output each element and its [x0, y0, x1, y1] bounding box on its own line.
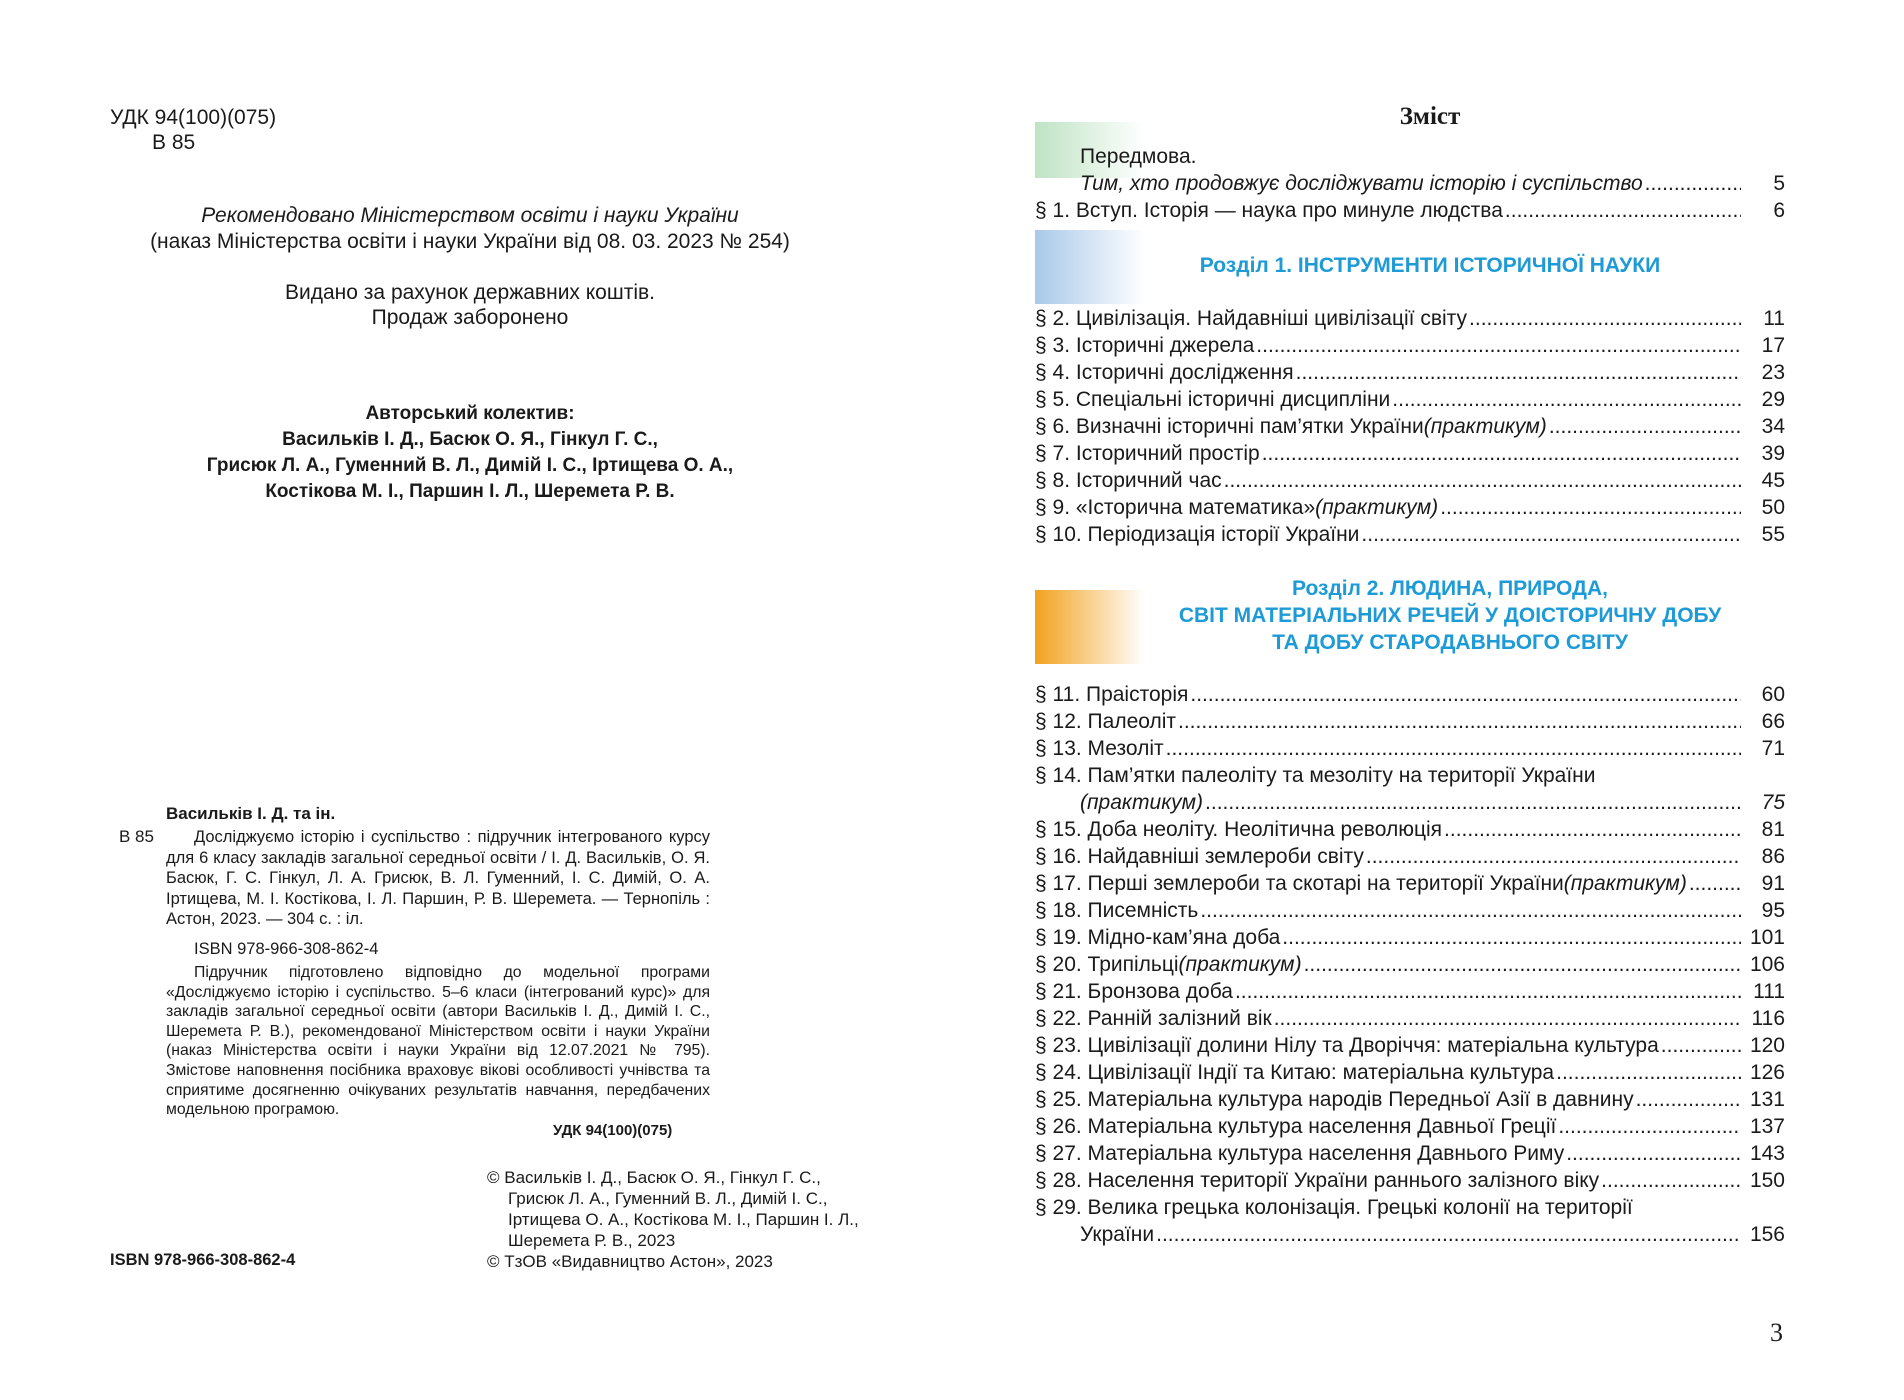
toc-item[interactable] — [1035, 197, 1785, 224]
toc-item-text: § 29. Велика грецька колонізація. Грецькі колонії на території — [1035, 1196, 1633, 1219]
toc-item-text: § 1. Вступ. Історія — наука про минуле людства — [1035, 199, 1503, 222]
toc-item-text: § 16. Найдавніші землероби світу — [1035, 845, 1364, 868]
toc-item-page: 71 — [1761, 737, 1785, 760]
toc-item-page: 91 — [1761, 872, 1785, 895]
toc-item[interactable] — [1035, 1005, 1785, 1032]
toc-item-text: § 21. Бронзова доба — [1035, 980, 1233, 1003]
toc-item-page: 101 — [1749, 926, 1785, 949]
isbn-bottom: ISBN 978-966-308-862-4 — [110, 1251, 296, 1269]
toc-item-page: 95 — [1761, 899, 1785, 922]
toc-item-page: 50 — [1761, 496, 1785, 519]
toc-item[interactable] — [1035, 951, 1785, 978]
sale-note: Продаж заборонено — [371, 306, 569, 329]
copyright-line: © ТзОВ «Видавництво Астон», 2023 — [487, 1252, 773, 1271]
toc-item-page: 5 — [1773, 172, 1785, 195]
toc-item-page: 106 — [1749, 953, 1785, 976]
toc-item-text: (практикум) — [1080, 791, 1204, 814]
toc-item-page: 45 — [1761, 469, 1785, 492]
toc-section1-list — [1035, 305, 1785, 548]
note-udk: УДК 94(100)(075) — [553, 1122, 673, 1139]
toc-item[interactable] — [1035, 143, 1785, 170]
toc-item-text: § 13. Мезоліт — [1035, 737, 1164, 760]
toc-item[interactable] — [1035, 332, 1785, 359]
toc-item-page: 116 — [1751, 1007, 1785, 1030]
recommendation: Рекомендовано Міністерством освіти і науки України — [201, 204, 739, 227]
toc-item-text: § 5. Спеціальні історичні дисципліни — [1035, 388, 1391, 411]
toc-item-page: 137 — [1749, 1115, 1785, 1138]
toc-item-page: 156 — [1749, 1223, 1785, 1246]
ministry-order: (наказ Міністерства освіти і науки України від 08. 03. 2023 № 254) — [150, 230, 790, 253]
toc-item-text: § 27. Матеріальна культура населення Давнього Риму — [1035, 1142, 1565, 1165]
toc-item-page: 81 — [1761, 818, 1785, 841]
toc-item[interactable] — [1035, 1221, 1785, 1248]
toc-item[interactable] — [1035, 762, 1785, 789]
toc-item[interactable] — [1035, 708, 1785, 735]
toc-item[interactable] — [1035, 1059, 1785, 1086]
toc-item-text: § 4. Історичні дослідження — [1035, 361, 1294, 384]
toc-item[interactable] — [1035, 467, 1785, 494]
toc-item-text: § 22. Ранній залізний вік — [1035, 1007, 1272, 1030]
toc-item[interactable] — [1035, 1086, 1785, 1113]
funding-note: Видано за рахунок державних коштів. — [285, 281, 655, 304]
toc-item-page: 150 — [1749, 1169, 1785, 1192]
biblio-code: В 85 — [119, 827, 154, 846]
toc-item[interactable] — [1035, 494, 1785, 521]
authors-line: Грисюк Л. А., Гуменний В. Л., Димій І. С., Іртищева О. А., — [206, 455, 734, 476]
toc-item[interactable] — [1035, 789, 1785, 816]
toc-item-page: 6 — [1773, 199, 1785, 222]
toc-item[interactable] — [1035, 440, 1785, 467]
toc-item[interactable] — [1035, 521, 1785, 548]
textbook-note: Підручник підготовлено відповідно до модельної програми «Досліджуємо історію і суспільство. 5–6 класи (інтегрований курс)» для закладів загальної середньої освіти (автори Васильків І. Д., Димій І. С., Шеремета Р. В.), рекомендованої Міністерством освіти і науки України (наказ Міністерства освіти і науки України від 12.07.2021 № 795). Змістове наповнення посібника враховує вікові особливості учнівства та сприятиме досягненню очікуваних результатів навчання, передбачених модельною програмою. — [166, 964, 710, 1119]
udk-code: УДК 94(100)(075) — [110, 106, 277, 129]
toc-item-note: (практикум) — [1423, 415, 1547, 438]
toc-intro — [1035, 143, 1785, 224]
section2-heading-line: СВІТ МАТЕРІАЛЬНИХ РЕЧЕЙ У ДОІСТОРИЧНУ ДОБУ — [1178, 604, 1722, 627]
toc-item-text: § 26. Матеріальна культура населення Давньої Греції — [1035, 1115, 1557, 1138]
toc-item-text: § 15. Доба неоліту. Неолітична революція — [1035, 818, 1443, 841]
toc-item-text: § 25. Матеріальна культура народів Передньої Азії в давнину — [1035, 1088, 1634, 1111]
toc-item-text: § 18. Писемність — [1035, 899, 1199, 922]
toc-item-page: 131 — [1749, 1088, 1785, 1111]
toc-item[interactable] — [1035, 1140, 1785, 1167]
copyright-line: Іртищева О. А., Костікова М. І., Паршин І. Л., — [508, 1210, 859, 1229]
toc-item-text: § 7. Історичний простір — [1035, 442, 1260, 465]
authors-title: Авторський колектив: — [365, 403, 575, 424]
toc-item-page: 17 — [1761, 334, 1785, 357]
toc-item[interactable] — [1035, 1167, 1785, 1194]
authors-line: Васильків І. Д., Басюк О. Я., Гінкул Г. С., — [282, 429, 658, 450]
toc-item-page: 34 — [1761, 415, 1785, 438]
copyright-line: © Васильків І. Д., Басюк О. Я., Гінкул Г. С., — [487, 1168, 821, 1187]
toc-item-text: § 19. Мідно-кам’яна доба — [1035, 926, 1281, 949]
copyright-line: Шеремета Р. В., 2023 — [508, 1231, 676, 1250]
toc-item-text: § 17. Перші землероби та скотарі на території України — [1035, 872, 1564, 895]
section2-heading-line: Розділ 2. ЛЮДИНА, ПРИРОДА, — [1291, 577, 1609, 600]
toc-item-text: § 14. Пам’ятки палеоліту та мезоліту на території України — [1035, 764, 1596, 787]
toc-item-page: 29 — [1761, 388, 1785, 411]
toc-item-text: Передмова. — [1080, 145, 1197, 168]
toc-item[interactable] — [1035, 924, 1785, 951]
toc-item[interactable] — [1035, 816, 1785, 843]
toc-item-page: 111 — [1753, 980, 1785, 1003]
toc-item-text: § 23. Цивілізації долини Нілу та Дворіччя: матеріальна культура — [1035, 1034, 1659, 1057]
toc-item-text: України — [1080, 1223, 1155, 1246]
toc-item-text: § 6. Визначні історичні пам’ятки України — [1035, 415, 1424, 438]
toc-item[interactable] — [1035, 897, 1785, 924]
toc-item-text: § 28. Населення території України раннього залізного віку — [1035, 1169, 1600, 1192]
toc-item-text: § 11. Праісторія — [1035, 683, 1189, 706]
toc-item-text: § 12. Палеоліт — [1035, 710, 1177, 733]
toc-item[interactable] — [1035, 870, 1785, 897]
toc-item-page: 86 — [1761, 845, 1785, 868]
biblio-author: Васильків І. Д. та ін. — [166, 804, 336, 823]
toc-item-page: 120 — [1749, 1034, 1785, 1057]
toc-item[interactable] — [1035, 386, 1785, 413]
authors-line: Костікова М. І., Паршин І. Л., Шеремета Р. В. — [265, 481, 675, 502]
page-number: 3 — [1770, 1318, 1783, 1347]
toc-item-page: 11 — [1763, 307, 1785, 330]
toc-item-text: § 10. Періодизація історії України — [1035, 523, 1360, 546]
toc-item-text: § 20. Трипільці — [1035, 953, 1179, 976]
biblio-isbn: ISBN 978-966-308-862-4 — [194, 940, 379, 958]
section2-heading-line: ТА ДОБУ СТАРОДАВНЬОГО СВІТУ — [1272, 631, 1628, 654]
toc-item-text: § 8. Історичний час — [1035, 469, 1222, 492]
toc-item-note: (практикум) — [1315, 496, 1439, 519]
toc-section2-list — [1035, 681, 1785, 1248]
toc-item[interactable] — [1035, 413, 1785, 440]
toc-item-text: § 9. «Історична математика» — [1035, 496, 1316, 519]
toc-item-page: 66 — [1761, 710, 1785, 733]
copyright-line: Грисюк Л. А., Гуменний В. Л., Димій І. С., — [508, 1189, 828, 1208]
toc-item-text: § 3. Історичні джерела — [1035, 334, 1255, 357]
toc-item-page: 143 — [1749, 1142, 1785, 1165]
section2-heading — [1085, 575, 1815, 656]
toc-item-note: (практикум) — [1563, 872, 1687, 895]
toc-item-page: 60 — [1761, 683, 1785, 706]
left-page — [0, 0, 950, 1400]
toc-item[interactable] — [1035, 1113, 1785, 1140]
section1-heading: Розділ 1. ІНСТРУМЕНТИ ІСТОРИЧНОЇ НАУКИ — [1199, 254, 1661, 277]
toc-item-page: 23 — [1761, 361, 1785, 384]
toc-item[interactable] — [1035, 1194, 1785, 1221]
copyright-block — [487, 1167, 859, 1272]
toc-item[interactable] — [1035, 1032, 1785, 1059]
toc-item-page: 39 — [1761, 442, 1785, 465]
toc-item[interactable] — [1035, 681, 1785, 708]
toc-item[interactable] — [1035, 170, 1785, 197]
toc-title: Зміст — [1399, 103, 1461, 130]
toc-item-text: § 2. Цивілізація. Найдавніші цивілізації світу — [1035, 307, 1468, 330]
toc-item-page: 126 — [1749, 1061, 1785, 1084]
biblio-description: Досліджуємо історію і суспільство : підручник інтегрованого курсу для 6 класу закладів загальної середньої освіти / І. Д. Васильків, О. Я. Басюк, Г. С. Гінкул, Л. А. Грисюк, В. Л. Гуменний, І. С. Димій, О. А. Іртищева, М. І. Костікова, І. Л. Паршин, Р. В. Шеремета. — Тернопіль : Астон, 2023. — 304 с. : іл. — [166, 828, 710, 928]
toc-item-text: § 24. Цивілізації Індії та Китаю: матеріальна культура — [1035, 1061, 1555, 1084]
toc-item[interactable] — [1035, 843, 1785, 870]
toc-item-note: (практикум) — [1178, 953, 1302, 976]
toc-item-page: 75 — [1761, 791, 1785, 814]
toc-item[interactable] — [1035, 978, 1785, 1005]
library-code: В 85 — [152, 131, 196, 154]
section1-band — [1035, 230, 1145, 304]
toc-item[interactable] — [1035, 305, 1785, 332]
toc-item[interactable] — [1035, 735, 1785, 762]
toc-item-text: Тим, хто продовжує досліджувати історію і суспільство — [1080, 172, 1643, 195]
toc-item-page: 55 — [1761, 523, 1785, 546]
toc-item[interactable] — [1035, 359, 1785, 386]
